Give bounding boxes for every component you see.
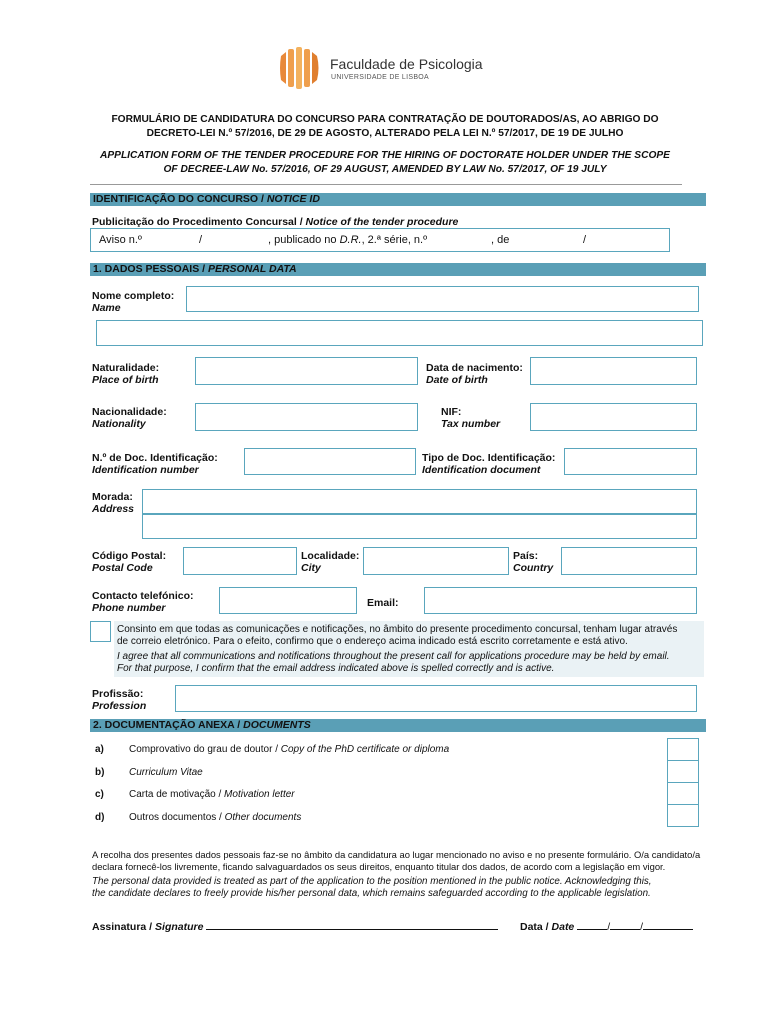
document-checkbox-d[interactable] [667, 804, 699, 827]
tax-number-label: NIF: Tax number [441, 406, 501, 430]
documents-section-header [90, 719, 706, 732]
document-checkbox-b[interactable] [667, 760, 699, 783]
address-label: Morada: Address [92, 491, 135, 515]
birthplace-label: Naturalidade: Place of birth [92, 362, 160, 386]
university-name: UNIVERSIDADE DE LISBOA [331, 74, 430, 81]
notice-publication-label [92, 216, 458, 228]
document-item-d: d) Outros documentos / Other documents [95, 812, 302, 823]
profession-field[interactable] [175, 685, 697, 712]
privacy-en-line2: the candidate declares to freely provide his/her personal data, which remains safeguarded according to the applicable legislation. [92, 888, 651, 899]
document-item-c: c) Carta de motivação / Motivation letter [95, 789, 295, 800]
profession-label: Profissão: Profession [92, 688, 147, 712]
institution-name: Faculdade de Psicologia [330, 56, 483, 72]
address-field-2[interactable] [142, 514, 697, 539]
date-slash: / [583, 234, 587, 246]
personal-header-pt: 1. DADOS PESSOAIS / [93, 263, 208, 275]
name-field-1[interactable] [186, 286, 699, 312]
name-field-2[interactable] [96, 320, 703, 346]
birthdate-field[interactable] [530, 357, 697, 385]
document-item-a: a) Comprovativo do grau de doutor / Copy of the PhD certificate or diploma [95, 744, 450, 755]
personal-section-header [90, 263, 706, 276]
title-pt-line2: DECRETO-LEI N.º 57/2016, DE 29 DE AGOSTO, ALTERADO PELA LEI N.º 57/2017, DE 19 DE JULHO [146, 128, 624, 139]
notice-header-pt: IDENTIFICAÇÃO DO CONCURSO / [93, 193, 267, 205]
birthplace-field[interactable] [195, 357, 418, 385]
title-en-line2: OF DECREE-LAW No. 57/2016, OF 29 AUGUST, AMENDED BY LAW No. 57/2017, OF 19 JULY [163, 164, 607, 175]
consent-pt-line2: de correio eletrónico. Para o efeito, confirmo que o endereço acima indicado está escrito corretamente e está ativo. [117, 636, 628, 647]
postal-code-label: Código Postal: Postal Code [92, 550, 167, 574]
consent-en-line1: I agree that all communications and notifications throughout the present call for applications procedure may be held by email. [117, 651, 670, 662]
date-label: , de [491, 234, 510, 246]
id-document-field[interactable] [564, 448, 697, 475]
id-number-field[interactable] [244, 448, 416, 475]
date-signature-label: Data / Date / / [520, 920, 693, 933]
notice-pub-en: Notice of the tender procedure [305, 216, 459, 228]
country-field[interactable] [561, 547, 697, 575]
title-pt-line1: FORMULÁRIO DE CANDIDATURA DO CONCURSO PARA CONTRATAÇÃO DE DOUTORADOS/AS, AO ABRIGO DO [111, 114, 659, 125]
nationality-label: Nacionalidade: Nationality [92, 406, 167, 430]
aviso-label: Aviso n.º [99, 234, 142, 246]
document-checkbox-a[interactable] [667, 738, 699, 761]
phone-field[interactable] [219, 587, 357, 614]
phone-label: Contacto telefónico: Phone number [92, 590, 194, 614]
notice-header-en: NOTICE ID [266, 193, 320, 205]
tax-number-field[interactable] [530, 403, 697, 431]
document-checkbox-c[interactable] [667, 782, 699, 805]
id-number-label: N.º de Doc. Identificação: Identification number [92, 452, 218, 476]
personal-header-en: PERSONAL DATA [207, 263, 297, 275]
birthdate-label: Data de nacimento: Date of birth [426, 362, 523, 386]
notice-pub-pt: Publicitação do Procedimento Concursal / [92, 216, 306, 228]
email-field[interactable] [424, 587, 697, 614]
documents-header-pt: 2. DOCUMENTAÇÃO ANEXA / [93, 719, 244, 731]
published-text: , publicado no D.R., 2.ª série, n.º [268, 234, 428, 246]
notice-section-header [90, 193, 706, 206]
logo-mark-icon [277, 46, 325, 90]
title-en-line1: APPLICATION FORM OF THE TENDER PROCEDURE FOR THE HIRING OF DOCTORATE HOLDER UNDER THE SCOPE [100, 150, 670, 161]
city-label: Localidade: City [301, 550, 360, 574]
notice-publication-field[interactable] [90, 228, 670, 252]
consent-pt-line1: Consinto em que todas as comunicações e notificações, no âmbito do presente procedimento concursal, tenham lugar através [117, 624, 678, 635]
id-document-label: Tipo de Doc. Identificação: Identification document [422, 452, 556, 476]
consent-checkbox[interactable] [90, 621, 111, 642]
postal-code-field[interactable] [183, 547, 297, 575]
privacy-en-line1: The personal data provided is treated as part of the application to the position mentioned in the public notice. Acknowledging this, [92, 876, 652, 887]
title-divider [90, 184, 682, 185]
aviso-slash: / [199, 234, 203, 246]
document-item-b: b) Curriculum Vitae [95, 767, 203, 778]
privacy-pt-line1: A recolha dos presentes dados pessoais faz-se no âmbito da candidatura ao lugar mencionado no aviso e no presente formulário. O/a candidato/a [92, 849, 701, 860]
city-field[interactable] [363, 547, 509, 575]
consent-en-line2: For that purpose, I confirm that the email address indicated above is spelled correctly and is active. [117, 663, 555, 674]
privacy-pt-line2: declara fornecê-los livremente, ficando salvaguardados os seus direitos, enquanto titular dos dados, de acordo com a legislação em vigor. [92, 861, 666, 872]
nationality-field[interactable] [195, 403, 418, 431]
faculty-logo [277, 46, 325, 90]
address-field-1[interactable] [142, 489, 697, 514]
name-label: Nome completo: Name [92, 290, 175, 314]
signature-label: Assinatura / Signature [92, 920, 498, 933]
country-label: País: Country [513, 550, 554, 574]
email-label: Email: [367, 597, 399, 609]
documents-header-en: DOCUMENTS [243, 719, 311, 731]
